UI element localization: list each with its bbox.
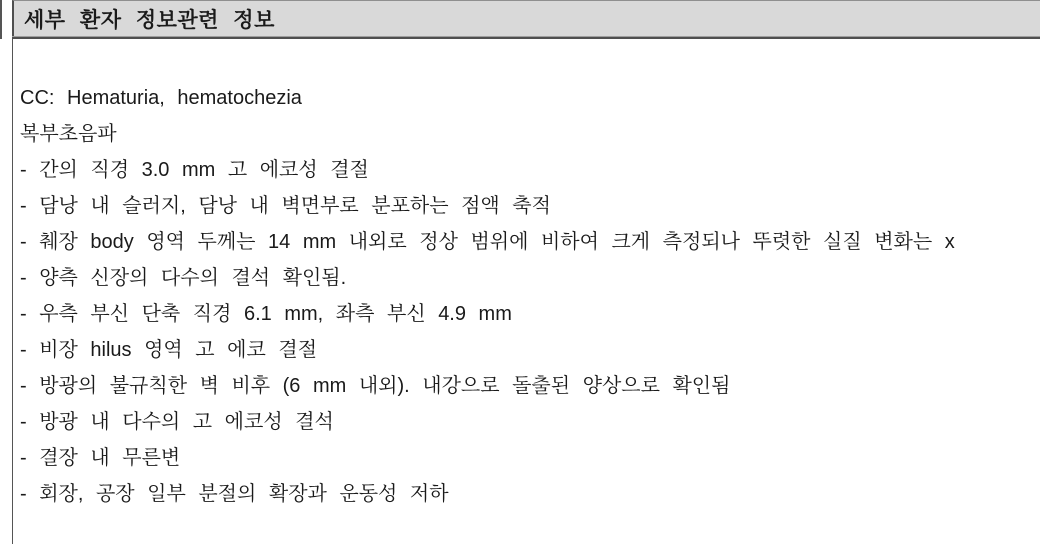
report-body bbox=[12, 39, 1040, 544]
report-line: - 담낭 내 슬러지, 담낭 내 벽면부로 분포하는 점액 축적 bbox=[20, 195, 551, 217]
report-line: 복부초음파 bbox=[20, 123, 117, 145]
report-line: - 결장 내 무른변 bbox=[20, 447, 181, 469]
report-line: - 회장, 공장 일부 분절의 확장과 운동성 저하 bbox=[20, 483, 449, 505]
patient-detail-panel bbox=[12, 0, 1040, 544]
report-line: - 양측 신장의 다수의 결석 확인됨. bbox=[20, 267, 347, 289]
panel-header bbox=[12, 0, 1040, 36]
outer-table-border-fragment bbox=[0, 0, 2, 39]
report-line: - 방광 내 다수의 고 에코성 결석 bbox=[20, 411, 334, 433]
report-line: - 간의 직경 3.0 mm 고 에코성 결절 bbox=[20, 159, 369, 181]
panel-title: 세부 환자 정보관련 정보 bbox=[24, 8, 275, 32]
report-line: - 췌장 body 영역 두께는 14 mm 내외로 정상 범위에 비하여 크게 측정되나 뚜렷한 실질 변화는 x bbox=[20, 231, 955, 253]
report-line: - 비장 hilus 영역 고 에코 결절 bbox=[20, 339, 318, 361]
report-line: CC: Hematuria, hematochezia bbox=[20, 87, 302, 109]
report-line: - 우측 부신 단축 직경 6.1 mm, 좌측 부신 4.9 mm bbox=[20, 303, 512, 325]
report-line: - 방광의 불규칙한 벽 비후 (6 mm 내외). 내강으로 돌출된 양상으로 확인됨 bbox=[20, 375, 731, 397]
